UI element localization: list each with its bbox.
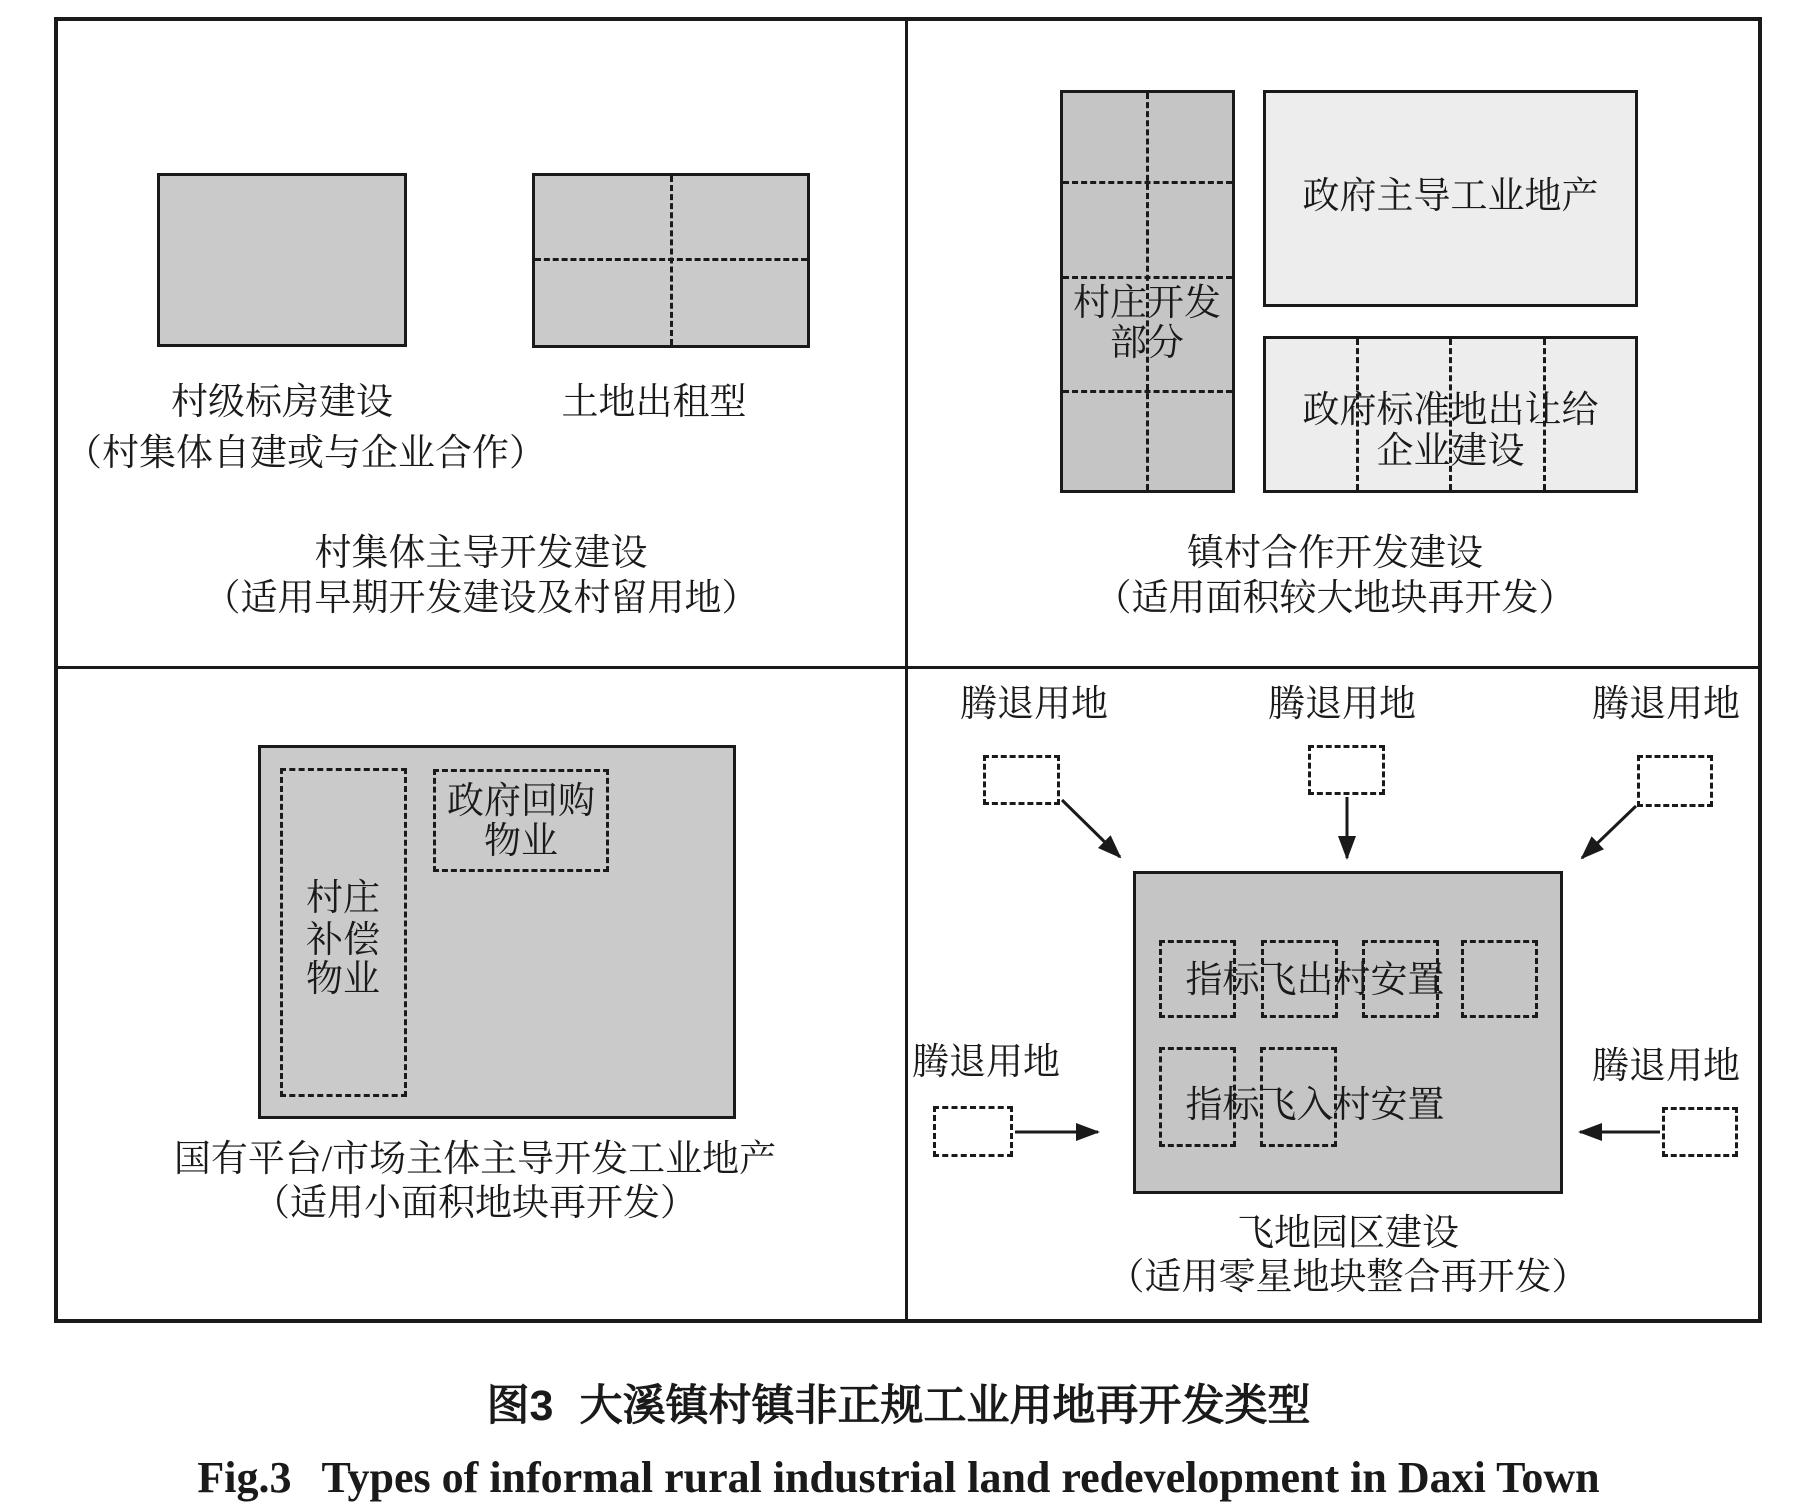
village-bar-split-h2 [1063,276,1232,279]
gov-led-industrial-label: 政府主导工业地产 [1302,176,1599,217]
vacated-land-label-top-right: 腾退用地 [1592,684,1740,725]
vacated-parcel-mid-right [1662,1107,1738,1157]
vacated-land-label-mid-right: 腾退用地 [1592,1046,1740,1087]
village-bar-split-h1 [1063,181,1232,184]
quadrant-divider-horizontal [54,666,1762,669]
vacated-parcel-top-right [1637,755,1713,807]
village-bar-label-line1: 村庄开发 [1073,283,1221,324]
village-standard-factory-sublabel: （村集体自建或与企业合作） [65,433,546,474]
figure-caption-en [0,1452,1797,1503]
village-comp-label-line2: 补偿 [306,920,380,961]
vacated-land-label-top-center: 腾退用地 [1268,684,1416,725]
figure-caption-en-title: Types of informal rural industrial land redevelopment in Daxi Town [321,1453,1600,1502]
q2-caption-line2: （适用面积较大地块再开发） [1094,578,1576,619]
gov-buyback-label-line1: 政府回购 [447,781,595,822]
q1-caption-line1: 村集体主导开发建设 [314,533,648,574]
village-standard-factory-block [157,173,407,347]
q4-caption-line1: 飞地园区建设 [1237,1213,1459,1254]
village-bar-split-h3 [1063,390,1232,393]
gov-standard-label-line1: 政府标准地出让给 [1302,390,1599,431]
vacated-parcel-mid-left [933,1106,1013,1157]
land-lease-split-horizontal [535,258,807,261]
village-bar-label-line2: 部分 [1110,323,1184,364]
vacated-parcel-top-center [1308,745,1385,795]
gov-standard-label-line2: 企业建设 [1376,431,1525,472]
village-standard-factory-label: 村级标房建设 [171,382,393,423]
figure-caption-zh-title: 大溪镇村镇非正规工业用地再开发类型 [579,1382,1311,1430]
fly-out-label: 指标飞出村安置 [1185,960,1445,1001]
vacated-land-label-top-left: 腾退用地 [960,684,1108,725]
q1-caption-line2: （适用早期开发建设及村留用地） [203,578,759,619]
figure-caption-zh-number: 图3 [486,1382,554,1430]
figure-caption-zh [0,1372,1797,1433]
figure-caption-en-number: Fig.3 [197,1453,292,1502]
land-lease-label: 土地出租型 [561,382,747,423]
quadrant-divider-vertical [905,17,908,1323]
fly-in-label: 指标飞入村安置 [1185,1085,1445,1126]
vacated-land-label-mid-left: 腾退用地 [912,1042,1060,1083]
gov-buyback-label-line2: 物业 [484,821,558,862]
vacated-parcel-top-left [983,755,1060,805]
village-comp-label-line1: 村庄 [306,878,380,919]
q2-caption-line1: 镇村合作开发建设 [1187,533,1483,574]
village-comp-label-line3: 物业 [306,959,380,1000]
q4-caption-line2: （适用零星地块整合再开发） [1107,1257,1589,1298]
q3-caption-line1: 国有平台/市场主体主导开发工业地产 [173,1139,777,1180]
q3-caption-line2: （适用小面积地块再开发） [253,1183,697,1224]
